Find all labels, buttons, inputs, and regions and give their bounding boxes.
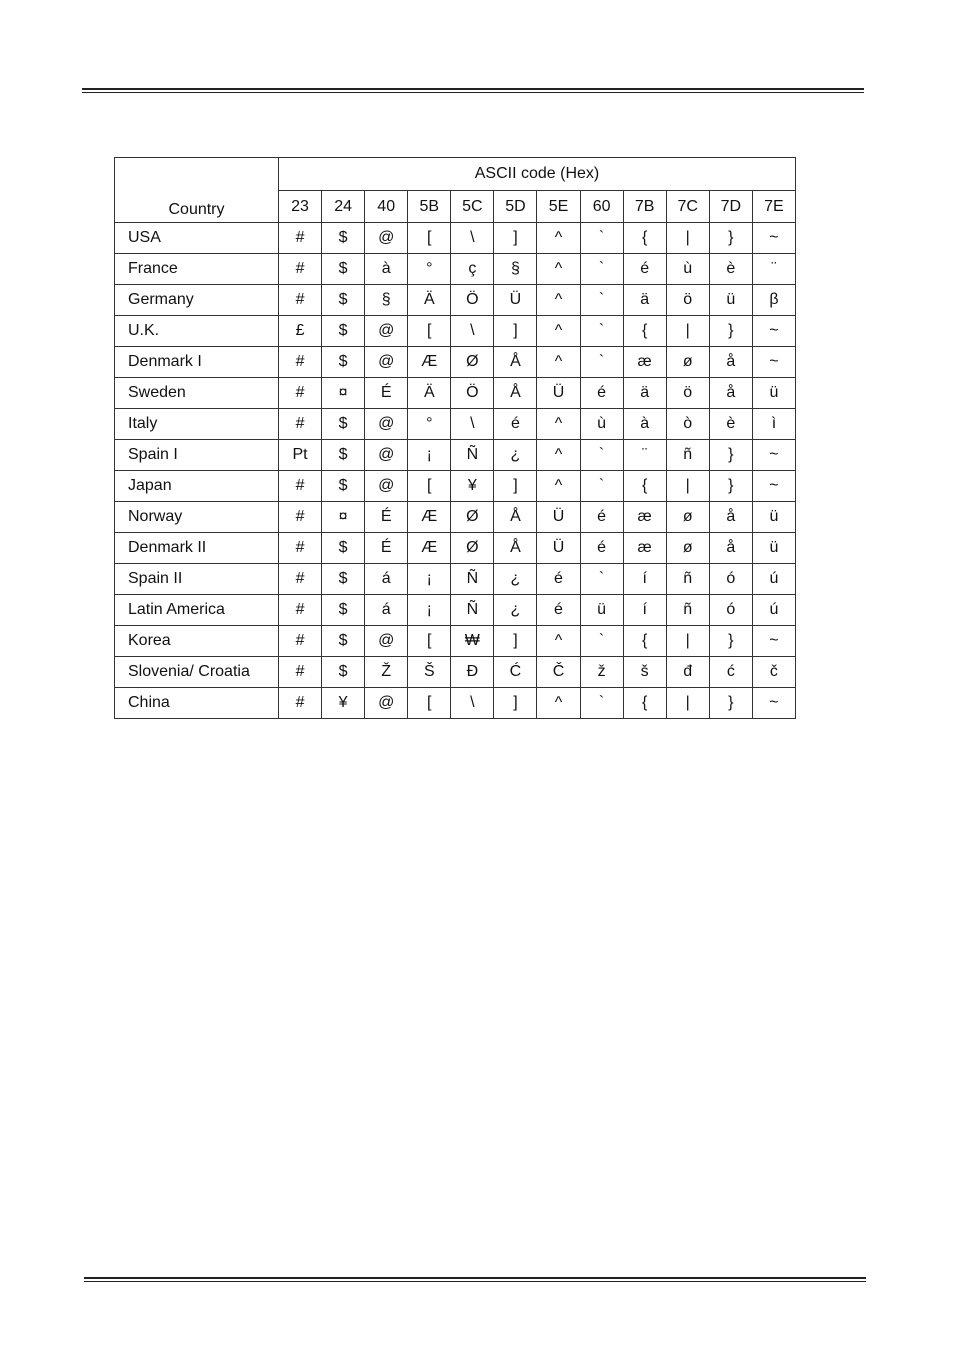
char-cell: Ü (494, 285, 537, 316)
hex-code-header: 5C (451, 191, 494, 223)
char-cell: ç (451, 254, 494, 285)
char-cell: ~ (752, 626, 795, 657)
char-cell: æ (623, 502, 666, 533)
country-cell: Spain I (115, 440, 279, 471)
char-cell: ^ (537, 440, 580, 471)
country-cell: Norway (115, 502, 279, 533)
char-cell: ¿ (494, 564, 537, 595)
char-cell: ^ (537, 316, 580, 347)
char-cell: } (709, 223, 752, 254)
char-cell: ¥ (322, 688, 365, 719)
char-cell: ] (494, 626, 537, 657)
char-cell: ö (666, 285, 709, 316)
char-cell: ] (494, 471, 537, 502)
country-column-header: Country (115, 158, 279, 223)
hex-code-header: 5E (537, 191, 580, 223)
char-cell: í (623, 564, 666, 595)
char-cell: $ (322, 409, 365, 440)
char-cell: ž (580, 657, 623, 688)
char-cell: ì (752, 409, 795, 440)
table-row (115, 533, 796, 564)
table-row (115, 688, 796, 719)
char-cell: Ü (537, 533, 580, 564)
char-cell: ` (580, 471, 623, 502)
char-cell: Ø (451, 502, 494, 533)
char-cell: é (580, 502, 623, 533)
char-cell: # (279, 347, 322, 378)
char-cell: ^ (537, 285, 580, 316)
hex-code-header: 7E (752, 191, 795, 223)
country-cell: China (115, 688, 279, 719)
char-cell: ^ (537, 347, 580, 378)
char-cell: ø (666, 533, 709, 564)
char-cell: ~ (752, 471, 795, 502)
char-cell: è (709, 409, 752, 440)
ascii-code-group-header: ASCII code (Hex) (279, 158, 796, 191)
char-cell: { (623, 626, 666, 657)
char-cell: Ñ (451, 595, 494, 626)
char-cell: đ (666, 657, 709, 688)
char-cell: @ (365, 409, 408, 440)
char-cell: ^ (537, 254, 580, 285)
char-cell: Č (537, 657, 580, 688)
char-cell: ¡ (408, 564, 451, 595)
table-body (115, 223, 796, 719)
table-row (115, 223, 796, 254)
char-cell: ù (580, 409, 623, 440)
char-cell: ü (752, 378, 795, 409)
table-row (115, 409, 796, 440)
char-cell: å (709, 502, 752, 533)
char-cell: ú (752, 595, 795, 626)
char-cell: ¿ (494, 595, 537, 626)
char-cell: $ (322, 626, 365, 657)
char-cell: ¥ (451, 471, 494, 502)
char-cell: @ (365, 688, 408, 719)
char-cell: ~ (752, 440, 795, 471)
char-cell: [ (408, 688, 451, 719)
char-cell: ` (580, 223, 623, 254)
char-cell: ` (580, 347, 623, 378)
char-cell: $ (322, 316, 365, 347)
char-cell: é (623, 254, 666, 285)
char-cell: # (279, 254, 322, 285)
char-cell: é (537, 564, 580, 595)
char-cell: | (666, 223, 709, 254)
char-cell: ñ (666, 595, 709, 626)
char-cell: [ (408, 316, 451, 347)
char-cell: Ä (408, 285, 451, 316)
char-cell: ¿ (494, 440, 537, 471)
hex-code-header: 5B (408, 191, 451, 223)
country-cell: Denmark I (115, 347, 279, 378)
country-cell: Japan (115, 471, 279, 502)
char-cell: ^ (537, 626, 580, 657)
char-cell: É (365, 378, 408, 409)
char-cell: à (365, 254, 408, 285)
char-cell: ] (494, 688, 537, 719)
char-cell: \ (451, 409, 494, 440)
table-row (115, 626, 796, 657)
char-cell: ~ (752, 223, 795, 254)
char-cell: ü (580, 595, 623, 626)
char-cell: # (279, 409, 322, 440)
char-cell: ñ (666, 564, 709, 595)
char-cell: } (709, 316, 752, 347)
char-cell: á (365, 564, 408, 595)
table-row (115, 595, 796, 626)
char-cell: Ñ (451, 564, 494, 595)
char-cell: @ (365, 626, 408, 657)
char-cell: # (279, 285, 322, 316)
char-cell: ä (623, 378, 666, 409)
char-cell: $ (322, 285, 365, 316)
table-row (115, 564, 796, 595)
char-cell: $ (322, 595, 365, 626)
char-cell: § (494, 254, 537, 285)
country-cell: U.K. (115, 316, 279, 347)
char-cell: ` (580, 254, 623, 285)
char-cell: ^ (537, 688, 580, 719)
char-cell: $ (322, 254, 365, 285)
char-cell: } (709, 688, 752, 719)
char-cell: ] (494, 223, 537, 254)
char-cell: ^ (537, 471, 580, 502)
char-cell: Å (494, 533, 537, 564)
hex-code-header: 7D (709, 191, 752, 223)
char-cell: Ñ (451, 440, 494, 471)
char-cell: ¡ (408, 440, 451, 471)
char-cell: $ (322, 223, 365, 254)
hex-code-header: 7B (623, 191, 666, 223)
country-cell: Germany (115, 285, 279, 316)
char-cell: [ (408, 626, 451, 657)
char-cell: Å (494, 378, 537, 409)
char-cell: Ü (537, 378, 580, 409)
char-cell: ` (580, 626, 623, 657)
char-cell: č (752, 657, 795, 688)
char-cell: ò (666, 409, 709, 440)
country-cell: Latin America (115, 595, 279, 626)
hex-code-header: 60 (580, 191, 623, 223)
char-cell: # (279, 223, 322, 254)
char-cell: å (709, 533, 752, 564)
char-cell: # (279, 533, 322, 564)
char-cell: β (752, 285, 795, 316)
char-cell: ^ (537, 223, 580, 254)
char-cell: ù (666, 254, 709, 285)
char-cell: ¨ (623, 440, 666, 471)
char-cell: ñ (666, 440, 709, 471)
hex-code-header: 40 (365, 191, 408, 223)
char-cell: | (666, 471, 709, 502)
char-cell: Æ (408, 347, 451, 378)
table-row (115, 285, 796, 316)
char-cell: | (666, 688, 709, 719)
char-cell: Ø (451, 533, 494, 564)
header-rule (82, 88, 864, 93)
char-cell: @ (365, 471, 408, 502)
char-cell: $ (322, 440, 365, 471)
char-cell: Æ (408, 533, 451, 564)
char-cell: ` (580, 316, 623, 347)
country-cell: Korea (115, 626, 279, 657)
char-cell: ¤ (322, 378, 365, 409)
char-cell: é (537, 595, 580, 626)
char-cell: Ü (537, 502, 580, 533)
char-cell: # (279, 564, 322, 595)
char-cell: Pt (279, 440, 322, 471)
table-row (115, 502, 796, 533)
char-cell: $ (322, 564, 365, 595)
char-cell: $ (322, 471, 365, 502)
char-cell: í (623, 595, 666, 626)
char-cell: É (365, 533, 408, 564)
char-cell: # (279, 502, 322, 533)
char-cell: ] (494, 316, 537, 347)
char-cell: # (279, 626, 322, 657)
char-cell: ä (623, 285, 666, 316)
char-cell: ü (709, 285, 752, 316)
char-cell: } (709, 440, 752, 471)
char-cell: ¤ (322, 502, 365, 533)
char-cell: ú (752, 564, 795, 595)
char-cell: é (580, 533, 623, 564)
char-cell: Ø (451, 347, 494, 378)
char-cell: š (623, 657, 666, 688)
char-cell: ¡ (408, 595, 451, 626)
char-cell: Æ (408, 502, 451, 533)
char-cell: \ (451, 688, 494, 719)
char-cell: £ (279, 316, 322, 347)
char-cell: # (279, 378, 322, 409)
char-cell: Ö (451, 378, 494, 409)
char-cell: ~ (752, 316, 795, 347)
char-cell: # (279, 657, 322, 688)
char-cell: ` (580, 285, 623, 316)
char-cell: @ (365, 440, 408, 471)
char-cell: ~ (752, 688, 795, 719)
char-cell: [ (408, 471, 451, 502)
char-cell: Š (408, 657, 451, 688)
char-cell: $ (322, 347, 365, 378)
country-cell: USA (115, 223, 279, 254)
table-row (115, 657, 796, 688)
char-cell: ° (408, 254, 451, 285)
footer-rule (84, 1277, 866, 1282)
country-cell: France (115, 254, 279, 285)
char-cell: # (279, 471, 322, 502)
table-row (115, 378, 796, 409)
char-cell: ¨ (752, 254, 795, 285)
country-cell: Slovenia/ Croatia (115, 657, 279, 688)
char-cell: | (666, 626, 709, 657)
char-cell: ₩ (451, 626, 494, 657)
char-cell: ^ (537, 409, 580, 440)
char-cell: § (365, 285, 408, 316)
hex-code-header: 5D (494, 191, 537, 223)
char-cell: Ž (365, 657, 408, 688)
hex-code-header: 24 (322, 191, 365, 223)
char-cell: @ (365, 347, 408, 378)
char-cell: \ (451, 223, 494, 254)
char-cell: Ä (408, 378, 451, 409)
char-cell: Å (494, 347, 537, 378)
international-charset-table (114, 157, 796, 719)
char-cell: ` (580, 688, 623, 719)
char-cell: Ć (494, 657, 537, 688)
table-row (115, 440, 796, 471)
char-cell: } (709, 471, 752, 502)
char-cell: É (365, 502, 408, 533)
char-cell: ø (666, 347, 709, 378)
char-cell: ö (666, 378, 709, 409)
char-cell: { (623, 471, 666, 502)
char-cell: @ (365, 316, 408, 347)
char-cell: ü (752, 533, 795, 564)
country-cell: Denmark II (115, 533, 279, 564)
char-cell: } (709, 626, 752, 657)
country-cell: Sweden (115, 378, 279, 409)
char-cell: Ö (451, 285, 494, 316)
country-cell: Italy (115, 409, 279, 440)
char-cell: ` (580, 440, 623, 471)
char-cell: ~ (752, 347, 795, 378)
char-cell: ó (709, 595, 752, 626)
char-cell: è (709, 254, 752, 285)
char-cell: # (279, 688, 322, 719)
char-cell: $ (322, 533, 365, 564)
char-cell: @ (365, 223, 408, 254)
char-cell: é (494, 409, 537, 440)
table-row (115, 316, 796, 347)
table-header-row-1 (115, 158, 796, 191)
char-cell: à (623, 409, 666, 440)
char-cell: ° (408, 409, 451, 440)
char-cell: { (623, 316, 666, 347)
char-cell: # (279, 595, 322, 626)
char-cell: | (666, 316, 709, 347)
char-cell: é (580, 378, 623, 409)
char-cell: å (709, 347, 752, 378)
char-cell: Đ (451, 657, 494, 688)
hex-code-header: 7C (666, 191, 709, 223)
char-cell: Å (494, 502, 537, 533)
char-cell: ø (666, 502, 709, 533)
char-cell: ü (752, 502, 795, 533)
char-cell: { (623, 688, 666, 719)
char-cell: æ (623, 347, 666, 378)
char-cell: \ (451, 316, 494, 347)
table-row (115, 347, 796, 378)
char-cell: $ (322, 657, 365, 688)
country-cell: Spain II (115, 564, 279, 595)
char-cell: ć (709, 657, 752, 688)
char-cell: å (709, 378, 752, 409)
char-cell: { (623, 223, 666, 254)
table-row (115, 254, 796, 285)
char-cell: ó (709, 564, 752, 595)
char-cell: á (365, 595, 408, 626)
char-cell: [ (408, 223, 451, 254)
hex-code-header: 23 (279, 191, 322, 223)
char-cell: ` (580, 564, 623, 595)
table-row (115, 471, 796, 502)
char-cell: æ (623, 533, 666, 564)
